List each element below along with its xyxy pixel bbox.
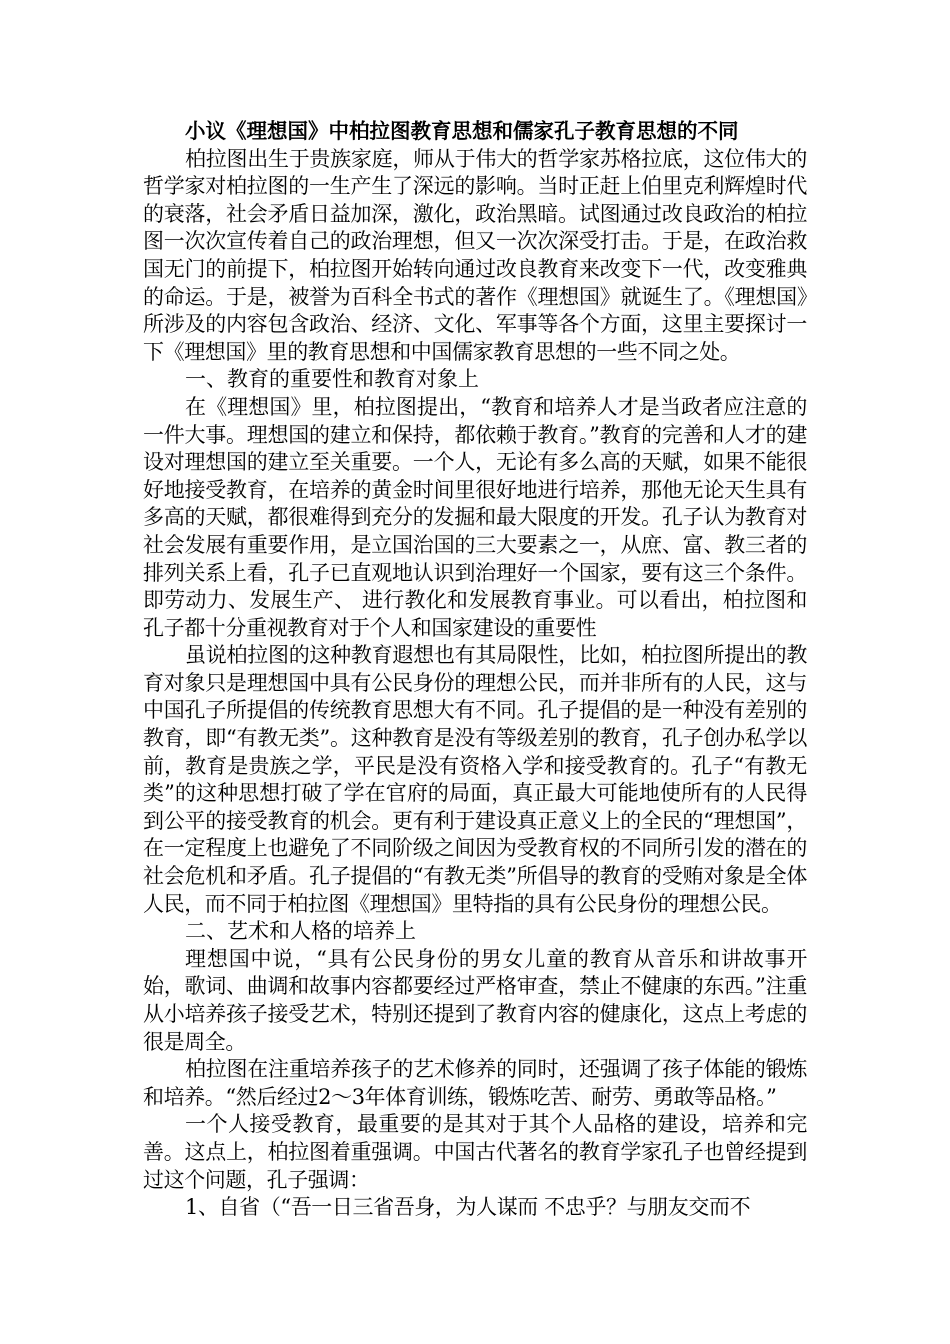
intro-paragraph: 柏拉图出生于贵族家庭，师从于伟大的哲学家苏格拉底，这位伟大的哲学家对柏拉图的一生产生了深远的影响。当时正赶上伯里克利辉煌时代的衰落，社会矛盾日益加深，激化，政治黑暗。试图通过改良政治的柏拉图一次次宣传着自己的政治理想，但又一次次深受打击。于是，在政治救国无门的前提下，柏拉图开始转向通过改良教育来改变下一代，改变雅典的命运。于是，被誉为百科全书式的著作《理想国》就诞生了。《理想国》所涉及的内容包含政治、经济、文化、军事等各个方面，这里主要探讨一下《理想国》里的教育思想和中国儒家教育思想的一些不同之处。 — [143, 146, 807, 364]
document-title: 小议《理想国》中柏拉图教育思想和儒家孔子教育思想的不同 — [185, 119, 739, 143]
section-1-heading: 一、教育的重要性和教育对象上 — [185, 367, 479, 392]
section-2-heading: 二、艺术和人格的培养上 — [185, 919, 416, 944]
section-2-paragraph-4: 1、自省（“吾一日三省吾身，为人谋而 不忠乎？与朋友交而不 — [185, 1195, 751, 1220]
section-2-paragraph-1: 理想国中说，“具有公民身份的男女儿童的教育从音乐和讲故事开始，歌词、曲调和故事内容都要经过严格审查，禁止不健康的东西。”注重从小培养孩子接受艺术，特别还提到了教育内容的健康化，这点上考虑的很是周全。 — [143, 946, 807, 1054]
section-2-paragraph-2: 柏拉图在注重培养孩子的艺术修养的同时，还强调了孩子体能的锻炼和培养。“然后经过2～3年体育训练，锻炼吃苦、耐劳、勇敢等品格。” — [143, 1057, 807, 1109]
section-1-paragraph-2: 虽说柏拉图的这种教育遐想也有其局限性，比如，柏拉图所提出的教育对象只是理想国中具有公民身份的理想公民，而并非所有的人民，这与中国孔子所提倡的传统教育思想大有不同。孔子提倡的是一种没有差别的教育，即“有教无类”。这种教育是没有等级差别的教育，孔子创办私学以前，教育是贵族之学，平民是没有资格入学和接受教育的。孔子“有教无类”的这种思想打破了学在官府的局面，真正最大可能地使所有的人民得到公平的接受教育的机会。更有利于建设真正意义上的全民的“理想国”，在一定程度上也避免了不同阶级之间因为受教育权的不同所引发的潜在的社会危机和矛盾。孔子提倡的“有教无类”所倡导的教育的受贿对象是全体人民，而不同于柏拉图《理想国》里特指的具有公民身份的理想公民。 — [143, 643, 807, 916]
section-1-paragraph-1: 在《理想国》里，柏拉图提出，“教育和培养人才是当政者应注意的一件大事。理想国的建立和保持，都依赖于教育。”教育的完善和人才的建设对理想国的建立至关重要。一个人，无论有多么高的天赋，如果不能很好地接受教育，在培养的黄金时间里很好地进行培养，那他无论天生具有多高的天赋，都很难得到充分的发掘和最大限度的开发。孔子认为教育对社会发展有重要作用，是立国治国的三大要素之一，从庶、富、教三者的排列关系上看，孔子已直观地认识到治理好一个国家，要有这三个条件。即劳动力、发展生产、 进行教化和发展教育事业。可以看出，柏拉图和孔子都十分重视教育对于个人和国家建设的重要性 — [143, 394, 807, 640]
document-page — [143, 118, 807, 1222]
section-2-paragraph-3: 一个人接受教育，最重要的是其对于其个人品格的建设，培养和完善。这点上，柏拉图着重强调。中国古代著名的教育学家孔子也曾经提到过这个问题，孔子强调： — [143, 1112, 807, 1192]
